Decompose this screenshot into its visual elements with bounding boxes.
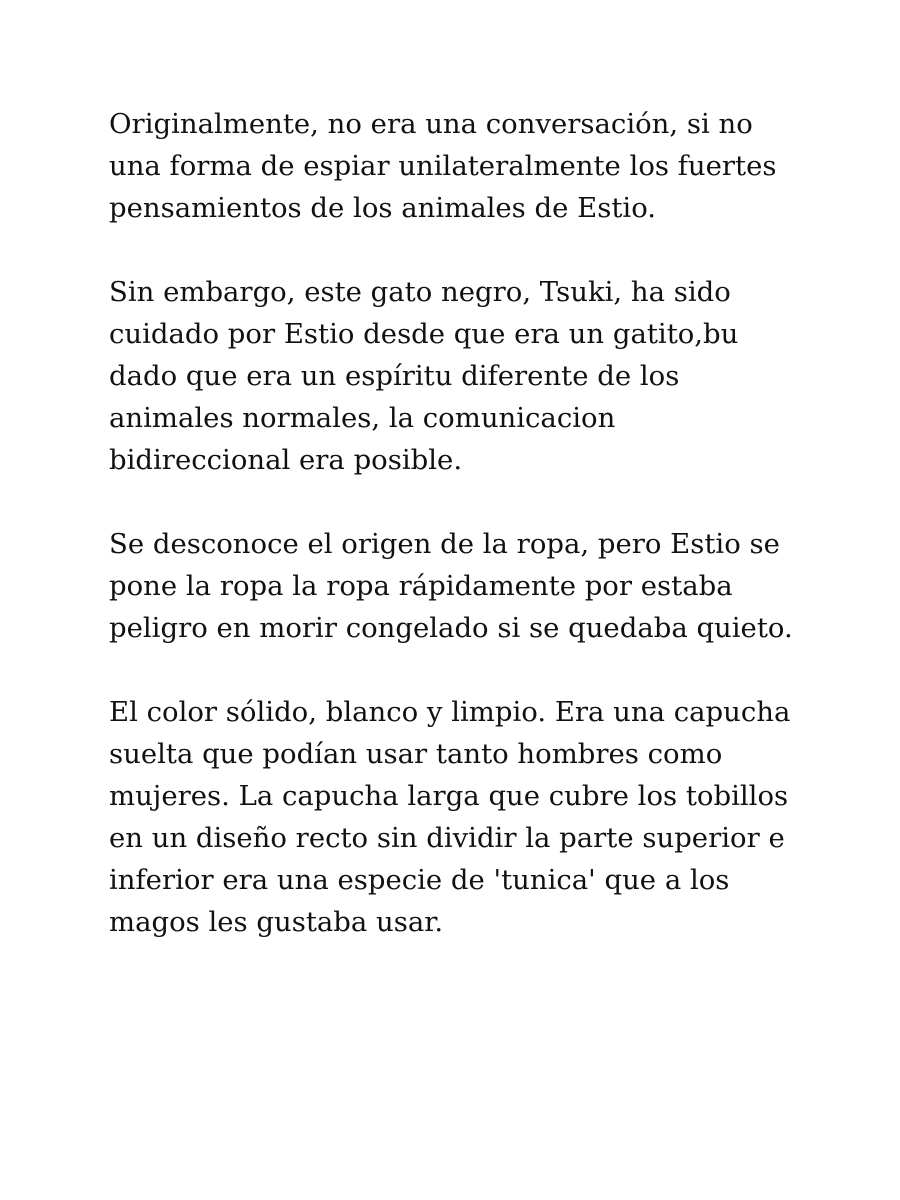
text-line: dado que era un espíritu diferente de los [109,360,680,392]
text-line: mujeres. La capucha larga que cubre los tobillos [109,780,789,812]
text-line: cuidado por Estio desde que era un gatito,bu [109,318,739,350]
paragraph-3 [109,523,840,649]
text-line: en un diseño recto sin dividir la parte superior e [109,822,785,854]
text-line: una forma de espiar unilateralmente los fuertes [109,150,777,182]
text-line: pensamientos de los animales de Estio. [109,192,657,224]
text-line: Se desconoce el origen de la ropa, pero Estio se [109,528,780,560]
text-line: magos les gustaba usar. [109,906,444,938]
paragraph-2 [109,271,840,481]
text-line: bidireccional era posible. [109,444,463,476]
paragraph-1 [109,103,840,229]
text-line: inferior era una especie de 'tunica' que a los [109,864,730,896]
text-line: suelta que podían usar tanto hombres como [109,738,723,770]
text-line: peligro en morir congelado si se quedaba quieto. [109,612,793,644]
text-line: El color sólido, blanco y limpio. Era una capucha [109,696,791,728]
text-line: Originalmente, no era una conversación, si no [109,108,753,140]
text-line: Sin embargo, este gato negro, Tsuki, ha sido [109,276,731,308]
paragraph-4 [109,691,840,943]
text-line: pone la ropa la ropa rápidamente por estaba [109,570,733,602]
text-line: animales normales, la comunicacion [109,402,616,434]
